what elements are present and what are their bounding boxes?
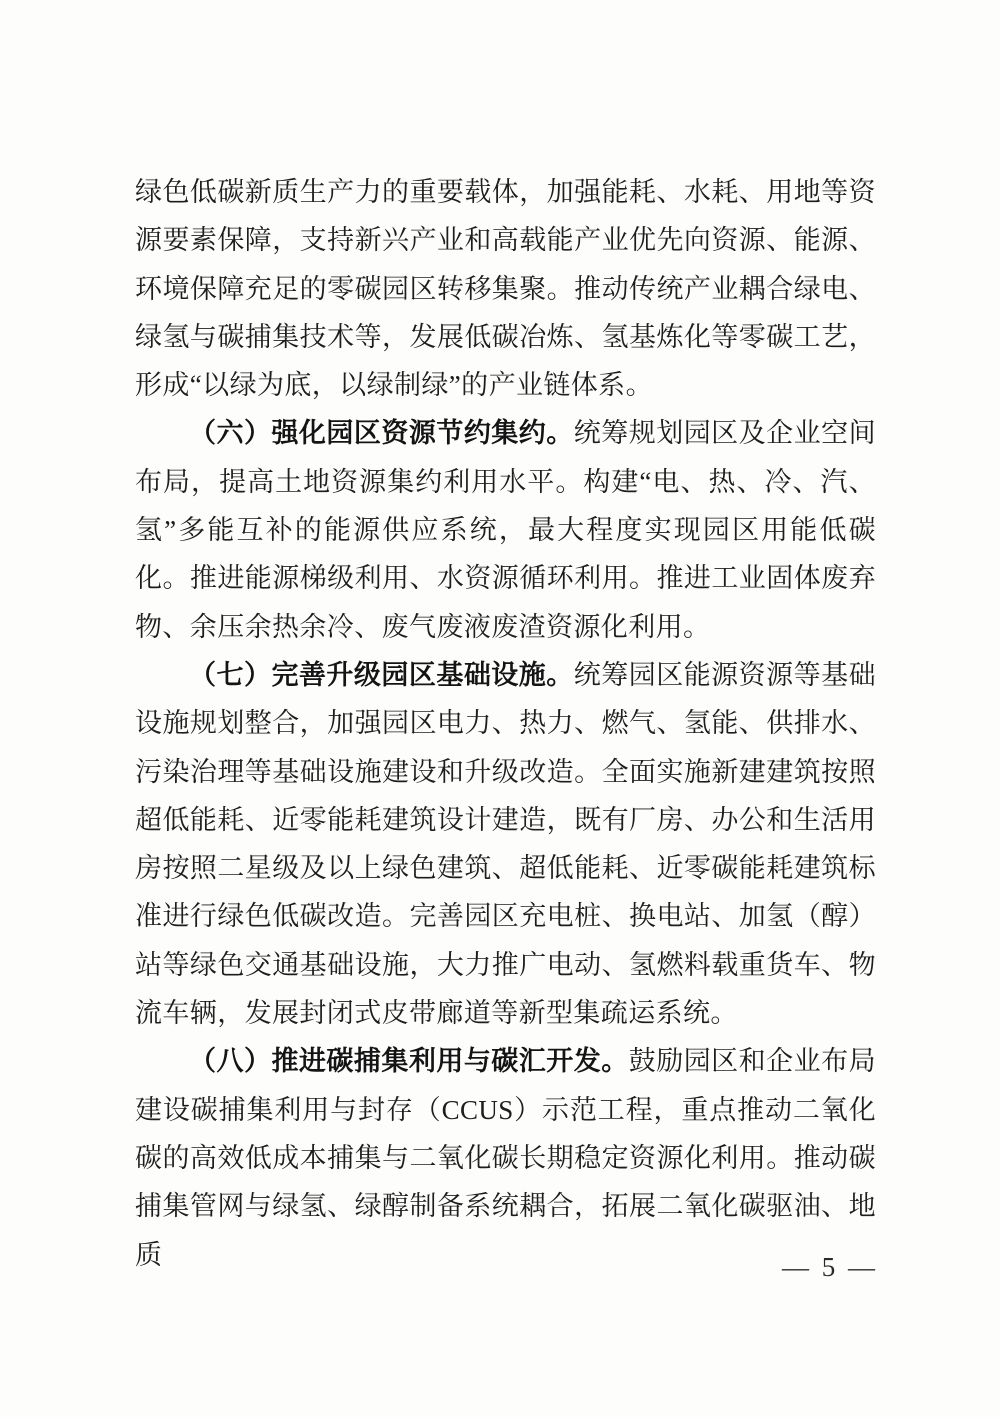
- paragraph-section-6: [135, 409, 876, 650]
- section-7-heading: （七）完善升级园区基础设施。: [189, 659, 574, 690]
- section-6-heading: （六）强化园区资源节约集约。: [189, 418, 574, 449]
- document-body: [135, 168, 876, 1279]
- section-8-body: 鼓励园区和企业布局建设碳捕集利用与封存（CCUS）示范工程，重点推动二氧化碳的高效低成本捕集与二氧化碳长期稳定资源化利用。推动碳捕集管网与绿氢、绿醇制备系统耦合，拓展二氧化碳驱油、地质: [135, 1046, 876, 1270]
- section-6-body: 统筹规划园区及企业空间布局，提高土地资源集约利用水平。构建“电、热、冷、汽、氢”多能互补的能源供应系统，最大程度实现园区用能低碳化。推进能源梯级利用、水资源循环利用。推进工业固体废弃物、余压余热余冷、废气废液废渣资源化利用。: [135, 418, 876, 642]
- paragraph-continuation: [135, 168, 876, 409]
- page-footer: [782, 1250, 878, 1284]
- paragraph-continuation-text: 绿色低碳新质生产力的重要载体，加强能耗、水耗、用地等资源要素保障，支持新兴产业和高载能产业优先向资源、能源、环境保障充足的零碳园区转移集聚。推动传统产业耦合绿电、绿氢与碳捕集技术等，发展低碳冶炼、氢基炼化等零碳工艺，形成“以绿为底，以绿制绿”的产业链体系。: [135, 177, 876, 401]
- section-7-body: 统筹园区能源资源等基础设施规划整合，加强园区电力、热力、燃气、氢能、供排水、污染治理等基础设施建设和升级改造。全面实施新建建筑按照超低能耗、近零能耗建筑设计建造，既有厂房、办公和生活用房按照二星级及以上绿色建筑、超低能耗、近零碳能耗建筑标准进行绿色低碳改造。完善园区充电桩、换电站、加氢（醇）站等绿色交通基础设施，大力推广电动、氢燃料载重货车、物流车辆，发展封闭式皮带廊道等新型集疏运系统。: [135, 659, 876, 1029]
- paragraph-section-7: [135, 651, 876, 1037]
- section-8-heading: （八）推进碳捕集利用与碳汇开发。: [189, 1046, 629, 1077]
- paragraph-section-8: [135, 1037, 876, 1278]
- page-number: — 5 —: [782, 1252, 878, 1282]
